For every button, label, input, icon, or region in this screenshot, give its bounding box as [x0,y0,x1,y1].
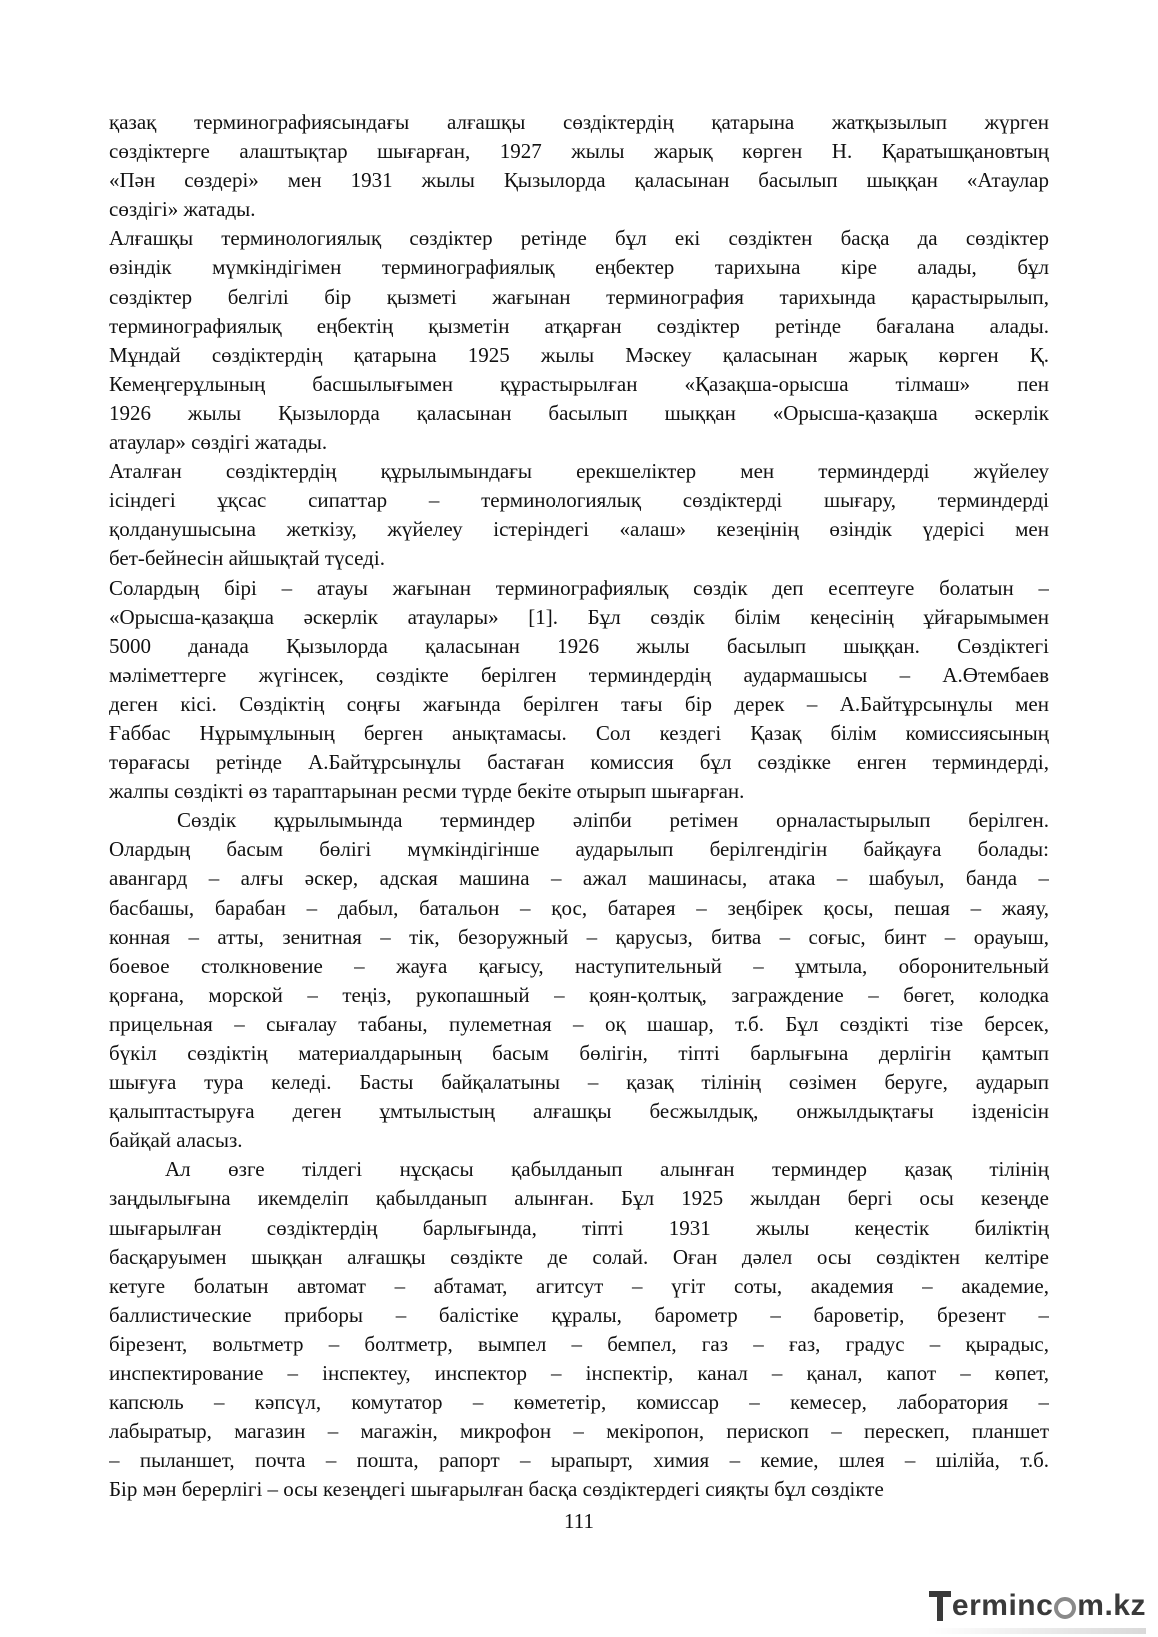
text-line: авангард – алғы әскер, адская машина – ажал машинасы, атака – шабуыл, банда – [109,866,1049,891]
paragraph [109,108,1049,224]
text-line: Алғашқы терминологиялық сөздіктер ретінде бұл екі сөздіктен басқа да сөздіктер [109,226,1049,251]
paragraph [109,1155,1049,1504]
text-line: Ал өзге тілдегі нұсқасы қабылданып алынған терминдер қазақ тілінің [165,1157,1049,1182]
text-line: капсюль – кәпсүл, комутатор – көмететір, комиссар – кемесер, лаборатория – [109,1390,1049,1415]
text-line: атаулар» сөздігі жатады. [109,430,328,455]
text-line: сөздігі» жатады. [109,197,256,222]
text-line: деген кісі. Сөздіктің соңғы жағында берілген тағы бір дерек – А.Байтұрсынұлы мен [109,691,1049,716]
text-line: сөздіктерге алаштықтар шығарған, 1927 жылы жарық көрген Н. Қаратышқановтың [109,139,1049,164]
text-line: лабыратыр, магазин – магажін, микрофон – мекіропон, перископ – перескеп, планшет [109,1419,1049,1444]
paragraph [109,457,1049,573]
paragraph [109,806,1049,1155]
text-line: бірезент, вольтметр – болтметр, вымпел – бемпел, газ – ғаз, градус – қырадыс, [109,1331,1049,1356]
paragraph [109,574,1049,807]
text-line: Кемеңгерұлының басшылығымен құрастырылған «Қазақша-орысша тілмаш» пен [109,371,1049,396]
body-text [109,108,1049,1505]
text-line: ісіндегі ұқсас сипаттар – терминологиялық сөздіктерді шығару, терминдерді [109,488,1049,513]
text-line: мәліметтерге жүгінсек, сөздікте берілген терминдердің аудармашысы – А.Өтембаев [109,662,1049,687]
text-line: инспектирование – інспектеу, инспектор – інспектір, канал – қанал, капот – көпет, [109,1361,1049,1386]
text-line: шығуға тура келеді. Басты байқалатыны – қазақ тілінің сөзімен беруге, аударып [109,1070,1049,1095]
text-line: Олардың басым бөлігі мүмкіндігінше аударылып берілгендігін байқауға болады: [109,837,1049,862]
text-line: «Орысша-қазақша әскерлік атаулары» [1]. Бұл сөздік білім кеңесінің ұйғарымымен [109,604,1049,629]
text-line: заңдылығына икемделіп қабылданып алынған. Бұл 1925 жылдан бергі осы кезеңде [109,1186,1049,1211]
text-line: шығарылған сөздіктердің барлығында, тіпті 1931 жылы кеңестік биліктің [109,1215,1049,1240]
logo-t-icon [929,1591,951,1621]
text-line: «Пән сөздері» мен 1931 жылы Қызылорда қаласынан басылып шыққан «Атаулар [109,168,1049,193]
text-line: 1926 жылы Қызылорда қаласынан басылып шыққан «Орысша-қазақша әскерлік [109,400,1049,425]
text-line: 5000 данада Қызылорда қаласынан 1926 жылы басылып шыққан. Сөздіктегі [109,633,1049,658]
text-line: бүкіл сөздіктің материалдарының басым бөлігін, тіпті барлығына дерлігін қамтып [109,1041,1049,1065]
text-line: жалпы сөздікті өз тараптарынан ресми түрде бекіте отырып шығарған. [109,779,745,804]
text-line: қолданушысына жеткізу, жүйелеу істеріндегі «алаш» кезеңінің өзіндік үдерісі мен [109,517,1049,542]
text-line: өзіндік мүмкіндігімен терминографиялық еңбектер тарихына кіре алады, бұл [109,255,1049,280]
page-number: 111 [564,1509,594,1533]
text-line: қазақ терминографиясындағы алғашқы сөздіктердің қатарына жатқызылып жүрген [109,110,1049,134]
text-line: Сөздік құрылымында терминдер әліпби ретімен орналастырылып берілген. [177,808,1049,833]
paragraph [109,224,1049,457]
text-line: Аталған сөздіктердің құрылымындағы ерекшеліктер мен терминдерді жүйелеу [109,459,1049,484]
text-line: боевое столкновение – жауға қағысу, наступительный – ұмтыла, оборонительный [109,953,1049,978]
text-line: басбашы, барабан – дабыл, батальон – қос, батарея – зеңбірек қосы, пешая – жаяу, [109,895,1049,920]
text-line: Мұндай сөздіктердің қатарына 1925 жылы Мәскеу қаласынан жарық көрген Қ. [109,342,1049,367]
text-line: прицельная – сығалау табаны, пулеметная – оқ шашар, т.б. Бұл сөздікті тізе берсек, [109,1011,1049,1036]
text-line: басқаруымен шыққан алғашқы сөздікте де солай. Оған дәлел осы сөздіктен келтіре [109,1244,1049,1269]
text-line: қалыптастыруға деген ұмтылыстың алғашқы бесжылдық, онжылдықтағы ізденісін [109,1099,1049,1124]
text-line: сөздіктер белгілі бір қызметі жағынан терминография тарихында қарастырылып, [109,284,1049,309]
text-line: терминографиялық еңбектің қызметін атқарған сөздіктер ретінде бағалана алады. [109,313,1049,338]
logo-o-icon [1054,1597,1076,1619]
text-line: қорғана, морской – теңіз, рукопашный – қоян-қолтық, заграждение – бөгет, колодка [109,982,1049,1007]
text-line: байқай аласыз. [109,1128,243,1153]
text-line: конная – атты, зенитная – тік, безоружный – қарусыз, битва – соғыс, бинт – орауыш, [109,924,1049,949]
text-line: төрағасы ретінде А.Байтұрсынұлы бастаған комиссия бұл сөздікке енген терминдерді, [109,750,1049,775]
text-line: Солардың бірі – атауы жағынан терминографиялық сөздік деп есептеуге болатын – [109,575,1049,600]
text-line: Ғаббас Нұрымұлының берген анықтамасы. Сол кездегі Қазақ білім комиссиясының [109,720,1049,745]
text-line: – пыланшет, почта – пошта, рапорт – ырапырт, химия – кемие, шлея – шілійа, т.б. [109,1448,1049,1473]
text-line: Бір мән берерлігі – осы кезеңдегі шығарылған басқа сөздіктердегі сияқты бұл сөздікте [109,1477,884,1502]
text-line: баллистические приборы – балістіке құралы, барометр – бароветір, брезент – [109,1302,1049,1327]
text-line: бет-бейнесін айшықтай түседі. [109,546,385,571]
text-line: кетуге болатын автомат – абтамат, агитсут – үгіт соты, академия – академие, [109,1273,1049,1298]
watermark-logo: erminc m.kz [929,1584,1146,1628]
